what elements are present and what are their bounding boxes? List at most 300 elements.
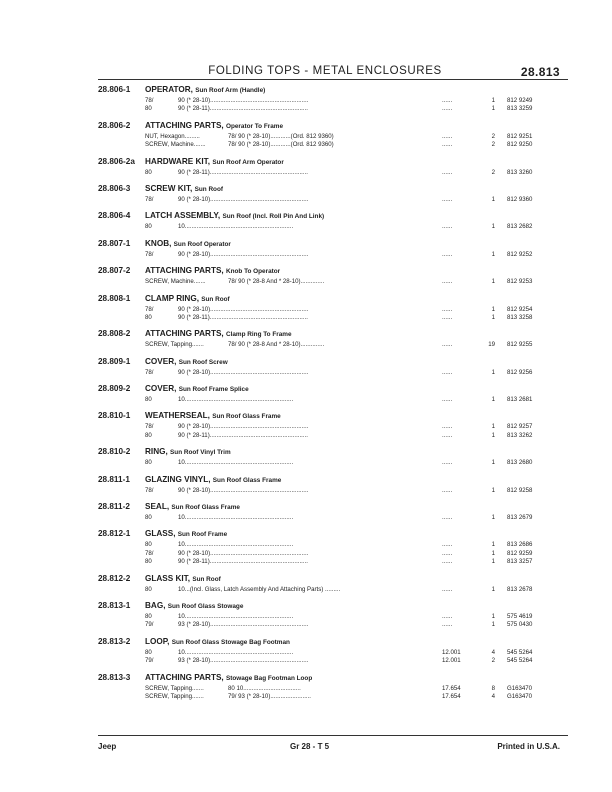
part-title-main: LOOP,	[145, 636, 170, 646]
row-description: 90 (* 28-11)..........................................................	[178, 168, 308, 176]
part-title-sub: Sun Roof Operator	[173, 240, 231, 248]
part-row	[0, 550, 612, 558]
part-title	[145, 447, 231, 456]
part-number: 28.806-3	[98, 183, 131, 193]
row-part-number: 812 9258	[507, 486, 533, 494]
row-description: 90 (* 28-10)..........................................................	[178, 305, 309, 313]
row-reference: ......	[442, 141, 453, 149]
row-model: 80	[145, 168, 152, 176]
row-part-number: G163470	[507, 684, 533, 692]
part-entry-header	[0, 294, 612, 306]
row-quantity: 4	[491, 692, 495, 700]
part-row	[0, 541, 612, 549]
row-model: 80	[145, 105, 152, 113]
row-quantity: 1	[491, 396, 495, 404]
row-description: 10................................................................	[178, 223, 294, 231]
part-number: 28.808-1	[98, 293, 131, 303]
part-row	[0, 514, 612, 522]
footer-group-ref: Gr 28 - T 5	[290, 742, 330, 751]
part-row	[0, 693, 612, 701]
part-number: 28.806-2	[98, 120, 131, 130]
row-quantity: 1	[491, 558, 495, 566]
row-description: 90 (* 28-10)..........................................................	[178, 486, 309, 494]
part-entry	[0, 447, 612, 467]
part-entry	[0, 266, 612, 286]
part-title	[145, 357, 228, 366]
row-description: 93 (* 28-10)..........................................................	[178, 621, 309, 629]
part-title-sub: Sun Roof	[192, 575, 221, 583]
row-part-number: 812 9256	[507, 368, 533, 376]
part-entry	[0, 157, 612, 177]
row-quantity: 1	[491, 431, 495, 439]
part-row	[0, 133, 612, 141]
row-description: 93 (* 28-10)..........................................................	[178, 657, 309, 665]
row-model: 80	[145, 541, 152, 549]
row-description: 90 (* 28-10)..........................................................	[178, 97, 309, 104]
row-quantity: 1	[491, 486, 495, 494]
row-part-number: 813 3257	[507, 558, 533, 566]
part-number: 28.809-2	[98, 384, 131, 394]
part-entry	[0, 294, 612, 323]
row-reference: ......	[442, 621, 453, 629]
part-title-sub: Sun Roof	[194, 185, 223, 193]
part-entry-header	[0, 239, 612, 251]
row-quantity: 2	[491, 141, 495, 149]
row-description: 10...(Incl. Glass, Latch Assembly And Attaching Parts) .........	[178, 585, 341, 593]
row-model: 80	[145, 396, 152, 404]
part-entry-header	[0, 411, 612, 423]
row-quantity: 4	[491, 648, 495, 656]
part-entry-header	[0, 447, 612, 459]
footer-brand: Jeep	[98, 742, 117, 751]
parts-list	[0, 85, 612, 708]
part-number: 28.808-2	[98, 329, 131, 339]
row-quantity: 1	[491, 250, 495, 258]
part-title-main: LATCH ASSEMBLY,	[145, 211, 221, 221]
row-reference: ......	[442, 341, 453, 349]
part-number: 28.809-1	[98, 356, 131, 366]
row-description: 78/ 90 (* 28-10)............(Ord. 812 9360)	[228, 132, 334, 140]
part-title-main: COVER,	[145, 384, 177, 394]
part-entry	[0, 574, 612, 594]
row-description: 80 10..................................	[228, 684, 301, 692]
row-reference: ......	[442, 549, 453, 557]
part-row	[0, 369, 612, 377]
row-part-number: 812 9251	[507, 132, 533, 140]
part-entry	[0, 211, 612, 231]
row-quantity: 1	[491, 97, 495, 104]
header-divider	[98, 79, 568, 80]
part-entry-header	[0, 357, 612, 369]
part-number: 28.807-1	[98, 238, 131, 248]
part-title	[145, 529, 227, 538]
row-reference: 12.001	[442, 648, 461, 656]
part-entry-header	[0, 574, 612, 586]
row-description: 90 (* 28-10)..........................................................	[178, 423, 309, 431]
part-entry	[0, 529, 612, 566]
part-title-sub: Sun Roof Glass Stowage Bag Footman	[171, 638, 290, 646]
part-entry-header	[0, 266, 612, 278]
part-entry-header	[0, 157, 612, 169]
part-entry	[0, 637, 612, 666]
part-row	[0, 685, 612, 693]
row-part-number: 813 2679	[507, 514, 533, 522]
row-quantity: 1	[491, 541, 495, 549]
row-part-number: 813 2681	[507, 396, 533, 404]
row-quantity: 1	[491, 313, 495, 321]
row-quantity: 2	[491, 657, 495, 665]
part-number: 28.806-1	[98, 85, 131, 94]
row-model: 80	[145, 514, 152, 522]
part-title-sub: Sun Roof Glass Stowage	[167, 602, 244, 610]
part-title	[145, 574, 221, 583]
part-title-main: ATTACHING PARTS,	[145, 266, 224, 276]
part-row	[0, 97, 612, 105]
row-model: SCREW, Machine.......	[145, 141, 206, 149]
row-part-number: 812 9250	[507, 141, 533, 149]
row-part-number: G163470	[507, 692, 533, 700]
row-quantity: 1	[491, 459, 495, 467]
row-description: 90 (* 28-10)..........................................................	[178, 195, 309, 203]
part-number: 28.806-2a	[98, 156, 135, 166]
row-part-number: 813 3258	[507, 313, 533, 321]
part-row	[0, 558, 612, 566]
part-row	[0, 141, 612, 149]
row-model: 80	[145, 313, 152, 321]
row-reference: ......	[442, 612, 453, 620]
row-model: SCREW, Machine.......	[145, 278, 206, 286]
row-model: 78/	[145, 486, 154, 494]
part-title-main: CLAMP RING,	[145, 293, 199, 303]
row-model: SCREW, Tapping.......	[145, 341, 204, 349]
row-description: 90 (* 28-11)..........................................................	[178, 431, 308, 439]
row-reference: ......	[442, 558, 453, 566]
part-title	[145, 475, 281, 484]
part-title-sub: Clamp Ring To Frame	[225, 331, 292, 339]
row-description: 10................................................................	[178, 541, 294, 549]
row-reference: ......	[442, 423, 453, 431]
part-row	[0, 657, 612, 665]
part-row	[0, 223, 612, 231]
footer-printed: Printed in U.S.A.	[497, 742, 560, 751]
row-reference: ......	[442, 514, 453, 522]
row-model: SCREW, Tapping.......	[145, 692, 204, 700]
part-title-sub: Sun Roof Frame	[177, 531, 228, 539]
row-model: 80	[145, 558, 152, 566]
part-title-sub: Stowage Bag Footman Loop	[225, 674, 313, 682]
part-entry	[0, 673, 612, 702]
part-row	[0, 314, 612, 322]
row-quantity: 1	[491, 195, 495, 203]
row-quantity: 1	[491, 105, 495, 113]
row-model: 79/	[145, 657, 154, 665]
row-reference: ......	[442, 486, 453, 494]
row-model: 78/	[145, 195, 154, 203]
part-title-main: ATTACHING PARTS,	[145, 120, 224, 130]
part-title	[145, 294, 230, 303]
row-reference: 17.654	[442, 692, 461, 700]
part-row	[0, 423, 612, 431]
part-entry-header	[0, 329, 612, 341]
row-reference: ......	[442, 97, 453, 104]
row-model: 79/	[145, 621, 154, 629]
part-title-main: COVER,	[145, 356, 177, 366]
row-quantity: 1	[491, 612, 495, 620]
row-quantity: 1	[491, 305, 495, 313]
row-quantity: 2	[491, 132, 495, 140]
part-entry-header	[0, 637, 612, 649]
row-reference: ......	[442, 132, 453, 140]
row-reference: ......	[442, 313, 453, 321]
row-reference: 17.654	[442, 684, 461, 692]
part-title	[145, 637, 290, 646]
row-part-number: 813 2686	[507, 541, 533, 549]
row-model: 80	[145, 459, 152, 467]
part-row	[0, 621, 612, 629]
footer-divider	[98, 735, 568, 736]
row-model: 80	[145, 648, 152, 656]
part-number: 28.807-2	[98, 266, 131, 276]
row-description: 78/ 90 (* 28-8 And * 28-10)..............	[228, 341, 325, 349]
row-quantity: 1	[491, 223, 495, 231]
part-entry	[0, 357, 612, 377]
part-title-sub: Sun Roof Arm Operator	[212, 158, 284, 166]
part-title	[145, 411, 281, 420]
part-title-main: GLASS,	[145, 529, 176, 539]
part-number: 28.811-1	[98, 474, 130, 484]
part-title-main: KNOB,	[145, 238, 172, 248]
part-number: 28.810-2	[98, 447, 131, 457]
row-description: 90 (* 28-11)..........................................................	[178, 313, 308, 321]
row-model: 78/	[145, 305, 154, 313]
part-entry	[0, 475, 612, 495]
part-entry	[0, 121, 612, 150]
row-description: 10................................................................	[178, 459, 294, 467]
row-reference: ......	[442, 278, 453, 286]
part-entry-header	[0, 601, 612, 613]
part-row	[0, 649, 612, 657]
row-description: 79/ 93 (* 28-10)........................	[228, 692, 311, 700]
part-title-sub: Sun Roof	[201, 295, 230, 303]
row-reference: ......	[442, 431, 453, 439]
row-part-number: 575 4619	[507, 612, 533, 620]
part-entry-header	[0, 384, 612, 396]
row-model: 80	[145, 431, 152, 439]
row-reference: ......	[442, 541, 453, 549]
row-part-number: 545 5264	[507, 648, 533, 656]
row-reference: 12.001	[442, 657, 461, 665]
part-title-sub: Sun Roof (Incl. Roll Pin And Link)	[222, 213, 325, 221]
part-title	[145, 601, 243, 610]
part-title-sub: Sun Roof Arm (Handle)	[195, 87, 266, 94]
row-description: 90 (* 28-11)..........................................................	[178, 558, 308, 566]
row-part-number: 812 9249	[507, 97, 533, 104]
part-title-main: SEAL,	[145, 502, 170, 512]
part-entry	[0, 384, 612, 404]
part-title	[145, 329, 292, 338]
part-title-main: HARDWARE KIT,	[145, 156, 211, 166]
page-title: FOLDING TOPS - METAL ENCLOSURES	[208, 65, 442, 77]
part-title	[145, 211, 324, 220]
part-entry	[0, 184, 612, 204]
row-model: 80	[145, 612, 152, 620]
row-reference: ......	[442, 105, 453, 113]
row-part-number: 813 2678	[507, 585, 533, 593]
part-entry	[0, 239, 612, 259]
row-description: 90 (* 28-11)..........................................................	[178, 105, 308, 113]
row-part-number: 812 9259	[507, 549, 533, 557]
row-description: 10................................................................	[178, 514, 294, 522]
page-number: 28.813	[520, 65, 560, 79]
part-entry	[0, 411, 612, 440]
part-title-main: RING,	[145, 447, 168, 457]
row-quantity: 1	[491, 621, 495, 629]
part-row	[0, 459, 612, 467]
part-title-sub: Sun Roof Vinyl Trim	[170, 449, 231, 457]
row-reference: ......	[442, 396, 453, 404]
row-model: NUT, Hexagon.........	[145, 132, 200, 140]
part-entry-header	[0, 502, 612, 514]
row-description: 78/ 90 (* 28-8 And * 28-10)..............	[228, 278, 325, 286]
row-part-number: 575 0430	[507, 621, 533, 629]
part-title-sub: Sun Roof Glass Frame	[171, 504, 240, 512]
row-part-number: 812 9257	[507, 423, 533, 431]
part-title-main: SCREW KIT,	[145, 183, 193, 193]
part-entry-header	[0, 85, 612, 97]
part-title	[145, 384, 249, 393]
part-title-main: OPERATOR,	[145, 85, 193, 94]
part-title	[145, 673, 312, 682]
part-title-sub: Sun Roof Glass Frame	[212, 413, 281, 421]
part-title-main: GLASS KIT,	[145, 573, 191, 583]
row-part-number: 812 9253	[507, 278, 533, 286]
part-title-main: GLAZING VINYL,	[145, 474, 211, 484]
row-quantity: 1	[491, 514, 495, 522]
part-entry-header	[0, 475, 612, 487]
row-description: 10................................................................	[178, 396, 294, 404]
part-number: 28.812-1	[98, 529, 131, 539]
row-quantity: 19	[488, 341, 495, 349]
row-description: 90 (* 28-10)..........................................................	[178, 549, 309, 557]
part-row	[0, 306, 612, 314]
part-row	[0, 341, 612, 349]
part-row	[0, 105, 612, 113]
part-title-main: WEATHERSEAL,	[145, 411, 210, 421]
part-entry	[0, 329, 612, 349]
part-row	[0, 251, 612, 259]
row-description: 90 (* 28-10)..........................................................	[178, 368, 309, 376]
part-entry	[0, 502, 612, 522]
part-title-main: ATTACHING PARTS,	[145, 672, 224, 682]
row-description: 10................................................................	[178, 612, 294, 620]
row-model: 78/	[145, 549, 154, 557]
row-quantity: 8	[491, 684, 495, 692]
part-row	[0, 196, 612, 204]
part-row	[0, 396, 612, 404]
row-part-number: 813 3259	[507, 105, 533, 113]
row-reference: ......	[442, 305, 453, 313]
part-row	[0, 278, 612, 286]
row-model: 78/	[145, 250, 154, 258]
row-description: 78/ 90 (* 28-10)............(Ord. 812 9360)	[228, 141, 334, 149]
part-title-sub: Operator To Frame	[225, 122, 284, 130]
part-entry-header	[0, 184, 612, 196]
row-reference: ......	[442, 585, 453, 593]
row-quantity: 1	[491, 423, 495, 431]
row-model: 80	[145, 223, 152, 231]
part-row	[0, 169, 612, 177]
part-title	[145, 502, 240, 511]
row-quantity: 1	[491, 368, 495, 376]
part-title-sub: Sun Roof Frame Splice	[178, 386, 249, 394]
row-reference: ......	[442, 168, 453, 176]
part-row	[0, 613, 612, 621]
row-reference: ......	[442, 223, 453, 231]
part-title	[145, 239, 231, 248]
row-model: 78/	[145, 368, 154, 376]
part-row	[0, 586, 612, 594]
part-title-sub: Sun Roof Screw	[178, 358, 228, 366]
row-part-number: 813 2682	[507, 223, 533, 231]
part-number: 28.811-2	[98, 502, 130, 512]
row-part-number: 813 3260	[507, 168, 533, 176]
row-quantity: 1	[491, 585, 495, 593]
row-part-number: 812 9360	[507, 195, 533, 203]
part-number: 28.812-2	[98, 573, 131, 583]
part-title	[145, 85, 265, 94]
row-reference: ......	[442, 368, 453, 376]
part-number: 28.813-2	[98, 636, 131, 646]
part-entry	[0, 85, 612, 114]
row-reference: ......	[442, 250, 453, 258]
part-number: 28.806-4	[98, 211, 131, 221]
part-title-main: BAG,	[145, 600, 166, 610]
row-model: 80	[145, 585, 152, 593]
part-number: 28.813-1	[98, 600, 131, 610]
row-part-number: 813 2680	[507, 459, 533, 467]
row-part-number: 545 5264	[507, 657, 533, 665]
part-entry-header	[0, 121, 612, 133]
row-description: 10................................................................	[178, 648, 294, 656]
row-model: 78/	[145, 97, 154, 104]
part-title-sub: Knob To Operator	[225, 268, 281, 276]
row-model: 78/	[145, 423, 154, 431]
part-title	[145, 121, 283, 130]
part-row	[0, 487, 612, 495]
row-part-number: 812 9254	[507, 305, 533, 313]
row-reference: ......	[442, 459, 453, 467]
row-quantity: 1	[491, 278, 495, 286]
part-title-sub: Sun Roof Glass Frame	[212, 476, 282, 484]
part-number: 28.813-3	[98, 672, 131, 682]
row-part-number: 812 9255	[507, 341, 533, 349]
row-quantity: 2	[491, 168, 495, 176]
part-title	[145, 266, 280, 275]
row-reference: ......	[442, 195, 453, 203]
part-entry-header	[0, 673, 612, 685]
row-part-number: 812 9252	[507, 250, 533, 258]
part-title	[145, 184, 223, 193]
row-model: SCREW, Tapping.......	[145, 684, 204, 692]
part-entry	[0, 601, 612, 630]
part-number: 28.810-1	[98, 411, 131, 421]
part-title-main: ATTACHING PARTS,	[145, 329, 224, 339]
part-entry-header	[0, 211, 612, 223]
row-quantity: 1	[491, 549, 495, 557]
part-entry-header	[0, 529, 612, 541]
row-description: 90 (* 28-10)..........................................................	[178, 250, 309, 258]
part-title	[145, 157, 284, 166]
